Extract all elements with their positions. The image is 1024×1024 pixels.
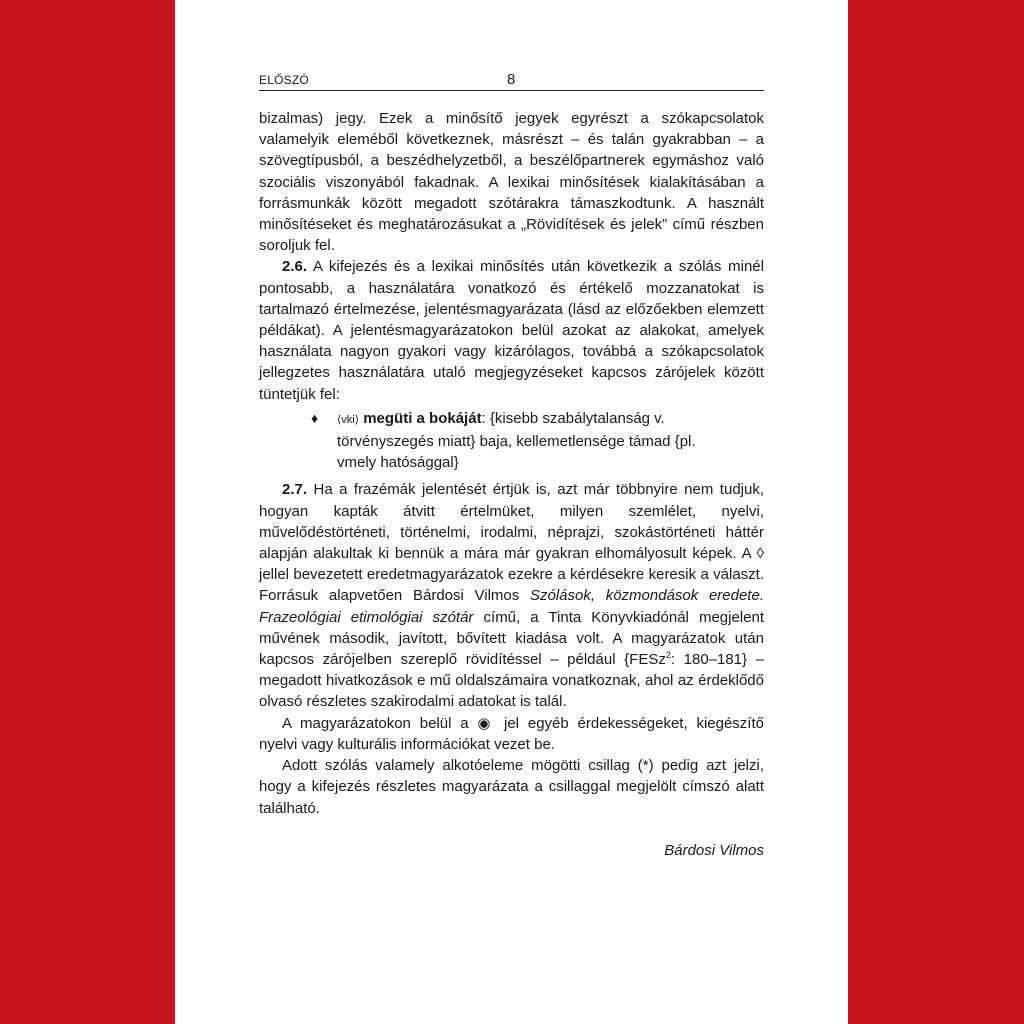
paragraph-4: A magyarázatokon belül a ◉ jel egyéb érdekességeket, kiegészítő nyelvi vagy kulturális információkat vezet be. [259,714,764,753]
example-definition: : {kisebb szabálytalanság v. törvényszegés miatt} baja, kellemetlensége támad {pl. vmely hatósággal} [337,409,696,472]
author-signature: Bárdosi Vilmos [664,842,764,859]
paragraph-1: bizalmas) jegy. Ezek a minősítő jegyek egyrészt a szókapcsolatok valamelyik eleméből következnek, másrészt – és talán gyakrabban – a szövegtípusból, a beszédhelyzetből, a beszélőpartnerek egymáshoz való szociális viszonyából fakadnak. A lexikai minősítések kialakításában a forrásmunkák között megadott szótárakra támaszkodtunk. A használt minősítéseket és meghatározásukat a „Rövidítések és jelek” című részben soroljuk fel. [259,110,764,255]
paragraph-2-6 [259,256,764,404]
book-page [175,0,848,1024]
diamond-bullet-icon: ♦ [311,409,319,426]
example-entry [259,408,764,474]
book-title: Szólások, közmondások eredete. Frazeológiai etimológiai szótár [259,587,764,626]
example-headword: megüti a bokáját [363,409,482,427]
running-header [259,68,764,91]
section-title: ELŐSZÓ [259,73,309,87]
page-number: 8 [507,71,516,88]
body-text [259,108,764,819]
paragraph-5: Adott szólás valamely alkotóeleme mögötti csillag (*) pedig azt jelzi, hogy a kifejezés részletes magyarázata a csillaggal megjelölt címszó alatt található. [259,757,764,817]
vki-marker: ⟨vki⟩ [337,413,360,426]
paragraph-text-b: című, a Tinta Könyvkiadónál megjelent művének második, javított, bővített kiadása volt. A magyarázatok után kapcsos zárójelben szereplő rövidítéssel – például {FESz [259,608,764,669]
paragraph-text-a: Ha a frazémák jelentését értjük is, azt már többnyire nem tudjuk, hogyan kapták átvitt értelmüket, milyen szemlélet, nyelvi, művelődéstörténeti, történelmi, irodalmi, néprajzi, szokástörténeti háttér alapján alakultak ki bennük a mára már gyakran elhomályosult képek. A ◊ jellel bevezetett eredetmagyarázatok ezekre a kérdésekre keresik a választ. Forrásuk alapvetően Bárdosi Vilmos [259,481,764,605]
paragraph-2-7 [259,479,764,712]
paragraph-text: A kifejezés és a lexikai minősítés után következik a szólás minél pontosabb, a használatára vonatkozó és értékelő mozzanatokat is tartalmazó értelmezése, jelentésmagyarázata (lásd az előzőekben elemzett példákat). A jelentésmagyarázatokon belül azokat az alakokat, amelyek használata nagyon gyakori vagy kizárólagos, továbbá a szókapcsolatok jellegzetes használatára utaló megjegyzéseket kapcsos zárójelek között tüntetjük fel: [259,258,764,403]
superscript: 2 [665,650,671,661]
section-number: 2.7. [282,481,308,499]
section-number: 2.6. [282,258,308,276]
paragraph-text-c: : 180–181} – megadott hivatkozások e mű oldalszámaira vonatkoznak, ahol az érdeklődő olvasó részletes szakirodalmi adatokat is talál. [259,651,764,711]
